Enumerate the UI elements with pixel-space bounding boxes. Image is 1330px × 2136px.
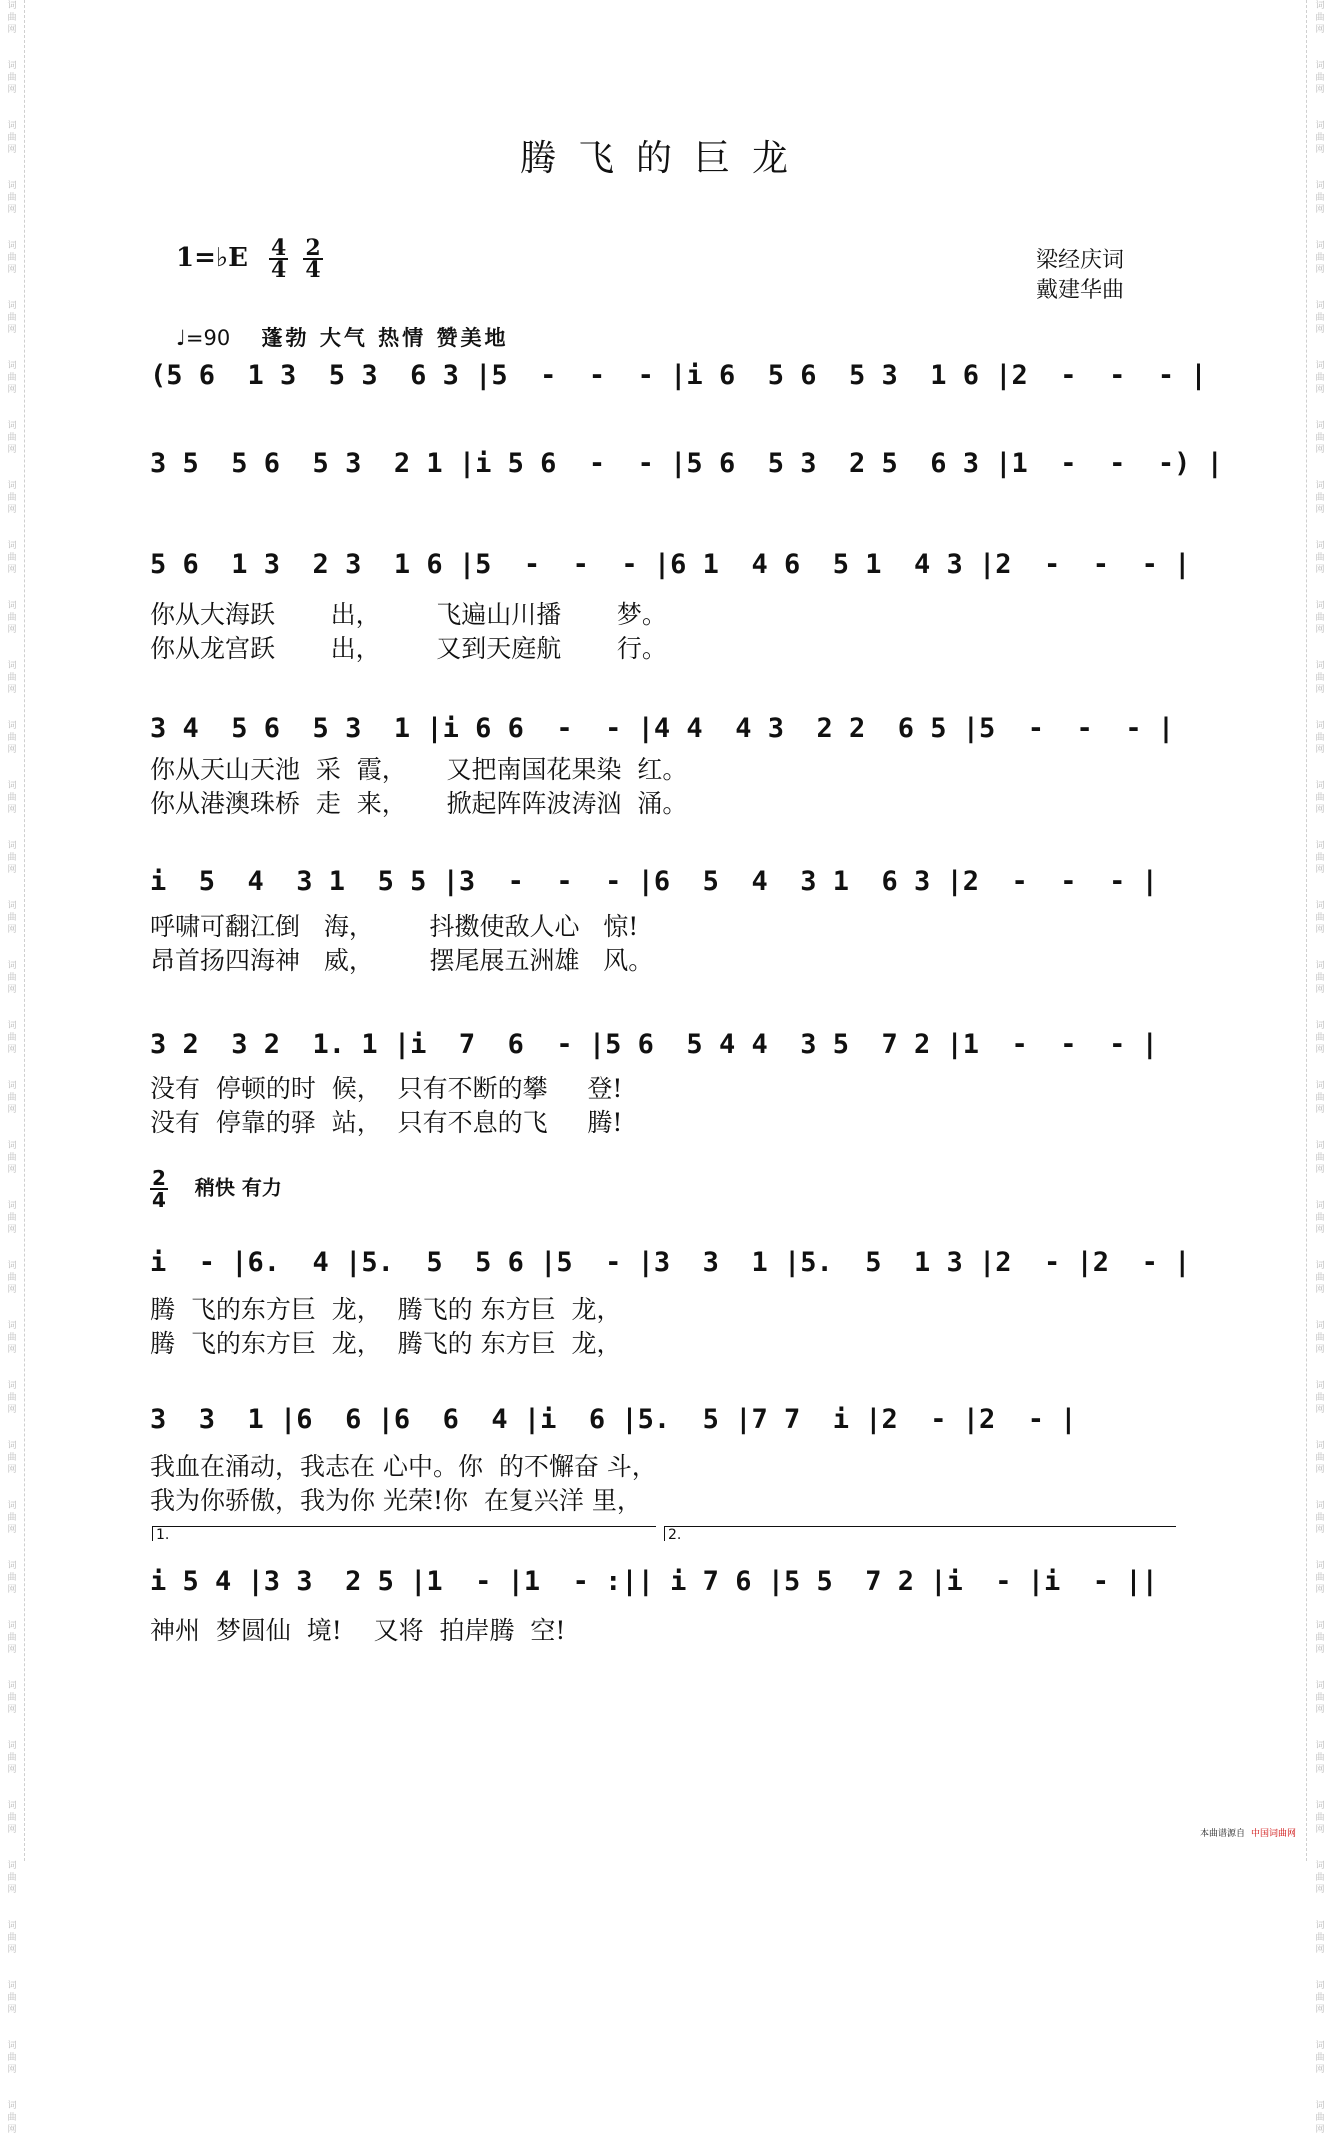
watermark-mark: 词 曲 网 <box>1315 601 1325 635</box>
score-system-6 <box>150 1025 1180 1065</box>
watermark-mark: 词 曲 网 <box>7 1261 17 1295</box>
lyric-verse-1: 你从大海跃 出， 飞遍山川播 梦。 <box>150 600 667 629</box>
lyric-verse-2: 没有 停靠的驿 站， 只有不息的飞 腾! <box>150 1108 623 1137</box>
watermark-mark: 词 曲 网 <box>1315 541 1325 575</box>
score-system-7 <box>150 1243 1191 1283</box>
notation-line: 5 6 1 3 2 3 1 6 |5 - - - |6 1 4 6 5 1 4 3 |2 - - - | <box>150 549 1191 580</box>
watermark-mark: 词 曲 网 <box>1315 2101 1325 2135</box>
lyric-verse-1: 呼啸可翻江倒 海， 抖擞使敌人心 惊! <box>150 912 639 941</box>
watermark-mark: 词 曲 网 <box>1315 1141 1325 1175</box>
watermark-mark: 词 曲 网 <box>1315 1021 1325 1055</box>
watermark-mark: 词 曲 网 <box>7 1201 17 1235</box>
score-system-8 <box>150 1400 1180 1440</box>
watermark-mark: 词 曲 网 <box>7 781 17 815</box>
watermark-mark: 词 曲 网 <box>1315 1441 1325 1475</box>
watermark-mark: 词 曲 网 <box>1315 1861 1325 1895</box>
watermark-mark: 词 曲 网 <box>7 421 17 455</box>
watermark-mark: 词 曲 网 <box>7 1801 17 1835</box>
watermark-mark: 词 曲 网 <box>1315 1501 1325 1535</box>
watermark-mark: 词 曲 网 <box>1315 961 1325 995</box>
lyric-verse-2: 我为你骄傲，我为你 光荣!你 在复兴洋 里， <box>150 1486 642 1515</box>
notation-line: (5 6 1 3 5 3 6 3 |5 - - - |i 6 5 6 5 3 1 6 |2 - - - | <box>150 360 1207 391</box>
notation-line: i 5 4 3 1 5 5 |3 - - - |6 5 4 3 1 6 3 |2 - - - | <box>150 866 1158 897</box>
lyric-verse-1: 腾 飞的东方巨 龙， 腾飞的 东方巨 龙， <box>150 1295 622 1324</box>
watermark-mark: 词 曲 网 <box>7 1921 17 1955</box>
watermark-mark: 词 曲 网 <box>1315 1561 1325 1595</box>
watermark-mark: 词 曲 网 <box>7 121 17 155</box>
watermark-mark: 词 曲 网 <box>7 1081 17 1115</box>
watermark-mark: 词 曲 网 <box>1315 181 1325 215</box>
notation-line: 3 3 1 |6 6 |6 6 4 |i 6 |5. 5 |7 7 i |2 - |2 - | <box>150 1404 1077 1435</box>
watermark-mark: 词 曲 网 <box>1315 1681 1325 1715</box>
watermark-mark: 词 曲 网 <box>1315 841 1325 875</box>
watermark-mark: 词 曲 网 <box>7 1861 17 1895</box>
watermark-mark: 词 曲 网 <box>1315 121 1325 155</box>
notation-line: 3 2 3 2 1. 1 |i 7 6 - |5 6 5 4 4 3 5 7 2 |1 - - - | <box>150 1029 1158 1060</box>
watermark-mark: 词 曲 网 <box>7 481 17 515</box>
watermark-mark: 词 曲 网 <box>1315 1621 1325 1655</box>
credits <box>1036 246 1124 306</box>
footer-source <box>1200 1826 1296 1839</box>
footer-site-name: 中国词曲网 <box>1251 1829 1297 1839</box>
lyricist-credit: 梁经庆词 <box>1036 248 1125 273</box>
lyric-verse-2: 你从港澳珠桥 走 来， 掀起阵阵波涛汹 涌。 <box>150 789 688 818</box>
lyric-verse-1: 你从天山天池 采 霞， 又把南国花果染 红。 <box>150 755 688 784</box>
watermark-mark: 词 曲 网 <box>7 1501 17 1535</box>
lyric-verse-2: 昂首扬四海神 威， 摆尾展五洲雄 风。 <box>150 946 654 975</box>
watermark-mark: 词 曲 网 <box>1315 61 1325 95</box>
watermark-mark: 词 曲 网 <box>1315 901 1325 935</box>
watermark-mark: 词 曲 网 <box>1315 1801 1325 1835</box>
watermark-mark: 词 曲 网 <box>1315 781 1325 815</box>
watermark-mark: 词 曲 网 <box>1315 1201 1325 1235</box>
tempo-marking <box>176 322 508 352</box>
section-2-marking <box>150 1168 282 1210</box>
watermark-mark: 词 曲 网 <box>7 1021 17 1055</box>
watermark-mark: 词 曲 网 <box>7 1741 17 1775</box>
watermark-mark: 词 曲 网 <box>1315 421 1325 455</box>
score-system-1 <box>150 356 1207 396</box>
watermark-mark: 词 曲 网 <box>7 661 17 695</box>
watermark-mark: 词 曲 网 <box>1315 1981 1325 2015</box>
score-system-2 <box>150 444 1223 484</box>
score-system-9 <box>150 1562 1180 1602</box>
lyric-line: 神州 梦圆仙 境! 又将 拍岸腾 空! <box>150 1616 566 1645</box>
notation-line: i - |6. 4 |5. 5 5 6 |5 - |3 3 1 |5. 5 1 3 |2 - |2 - | <box>150 1247 1191 1278</box>
watermark-mark: 词 曲 网 <box>7 1981 17 2015</box>
song-title: 腾飞的巨龙 <box>519 138 810 179</box>
watermark-mark: 词 曲 网 <box>1315 301 1325 335</box>
key-label: 1=♭E <box>176 243 248 273</box>
watermark-mark: 词 曲 网 <box>7 1621 17 1655</box>
watermark-mark: 词 曲 网 <box>7 721 17 755</box>
watermark-mark: 词 曲 网 <box>7 901 17 935</box>
watermark-mark: 词 曲 网 <box>7 601 17 635</box>
notation-line: 3 4 5 6 5 3 1 |i 6 6 - - |4 4 4 3 2 2 6 5 |5 - - - | <box>150 713 1175 744</box>
lyric-verse-1: 我血在涌动，我志在 心中。你 的不懈奋 斗， <box>150 1452 657 1481</box>
watermark-mark: 词 曲 网 <box>1315 1261 1325 1295</box>
notation-line: i 5 4 |3 3 2 5 |1 - |1 - :|| i 7 6 |5 5 7 2 |i - |i - || <box>150 1566 1158 1597</box>
watermark-mark: 词 曲 网 <box>7 301 17 335</box>
watermark-mark: 词 曲 网 <box>1315 481 1325 515</box>
section-2-expression: 稍快 有力 <box>194 1175 282 1200</box>
time-signature-a: $\frac{4}{4}$ <box>271 235 287 283</box>
watermark-mark: 词 曲 网 <box>7 61 17 95</box>
watermark-mark: 词 曲 网 <box>7 541 17 575</box>
watermark-mark: 词 曲 网 <box>1315 721 1325 755</box>
watermark-left-column <box>4 0 20 2135</box>
watermark-mark: 词 曲 网 <box>7 1561 17 1595</box>
time-signature-section2: $\frac{2}{4}$ <box>152 1166 166 1212</box>
volta-first-ending: 1. <box>152 1526 656 1541</box>
watermark-mark: 词 曲 网 <box>1315 1081 1325 1115</box>
watermark-mark: 词 曲 网 <box>7 2041 17 2075</box>
lyric-verse-1: 没有 停顿的时 候， 只有不断的攀 登! <box>150 1074 623 1103</box>
lyric-verse-2: 腾 飞的东方巨 龙， 腾飞的 东方巨 龙， <box>150 1329 622 1358</box>
footer-source-label: 本曲谱源自 <box>1200 1829 1246 1839</box>
watermark-mark: 词 曲 网 <box>1315 2041 1325 2075</box>
watermark-mark: 词 曲 网 <box>7 1681 17 1715</box>
watermark-mark: 词 曲 网 <box>7 361 17 395</box>
watermark-mark: 词 曲 网 <box>7 1381 17 1415</box>
score-system-3 <box>150 545 1191 585</box>
watermark-mark: 词 曲 网 <box>1315 361 1325 395</box>
watermark-mark: 词 曲 网 <box>7 961 17 995</box>
notation-line: 3 5 5 6 5 3 2 1 |i 5 6 - - |5 6 5 3 2 5 6 3 |1 - - -) | <box>150 448 1223 479</box>
watermark-mark: 词 曲 网 <box>1315 1 1325 35</box>
watermark-mark: 词 曲 网 <box>7 181 17 215</box>
tempo-bpm: ♩=90 <box>176 326 231 350</box>
right-border <box>1306 0 1307 1861</box>
score-system-4 <box>150 709 1180 749</box>
watermark-mark: 词 曲 网 <box>1315 1381 1325 1415</box>
watermark-mark: 词 曲 网 <box>7 1441 17 1475</box>
key-signature <box>176 235 323 283</box>
volta-second-ending: 2. <box>664 1526 1176 1541</box>
lyric-verse-2: 你从龙宫跃 出， 又到天庭航 行。 <box>150 634 667 663</box>
watermark-mark: 词 曲 网 <box>1315 1921 1325 1955</box>
watermark-mark: 词 曲 网 <box>7 1141 17 1175</box>
composer-credit: 戴建华曲 <box>1036 278 1125 303</box>
watermark-mark: 词 曲 网 <box>1315 1741 1325 1775</box>
watermark-mark: 词 曲 网 <box>7 1 17 35</box>
time-signature-b: $\frac{2}{4}$ <box>305 235 321 283</box>
watermark-mark: 词 曲 网 <box>7 241 17 275</box>
tempo-expression: 蓬勃 大气 热情 赞美地 <box>261 326 509 350</box>
watermark-mark: 词 曲 网 <box>1315 241 1325 275</box>
score-system-5 <box>150 862 1180 902</box>
watermark-right-column <box>1312 0 1328 2135</box>
watermark-mark: 词 曲 网 <box>1315 1321 1325 1355</box>
left-border <box>24 0 25 1861</box>
watermark-mark: 词 曲 网 <box>1315 661 1325 695</box>
watermark-mark: 词 曲 网 <box>7 2101 17 2135</box>
watermark-mark: 词 曲 网 <box>7 1321 17 1355</box>
watermark-mark: 词 曲 网 <box>7 841 17 875</box>
